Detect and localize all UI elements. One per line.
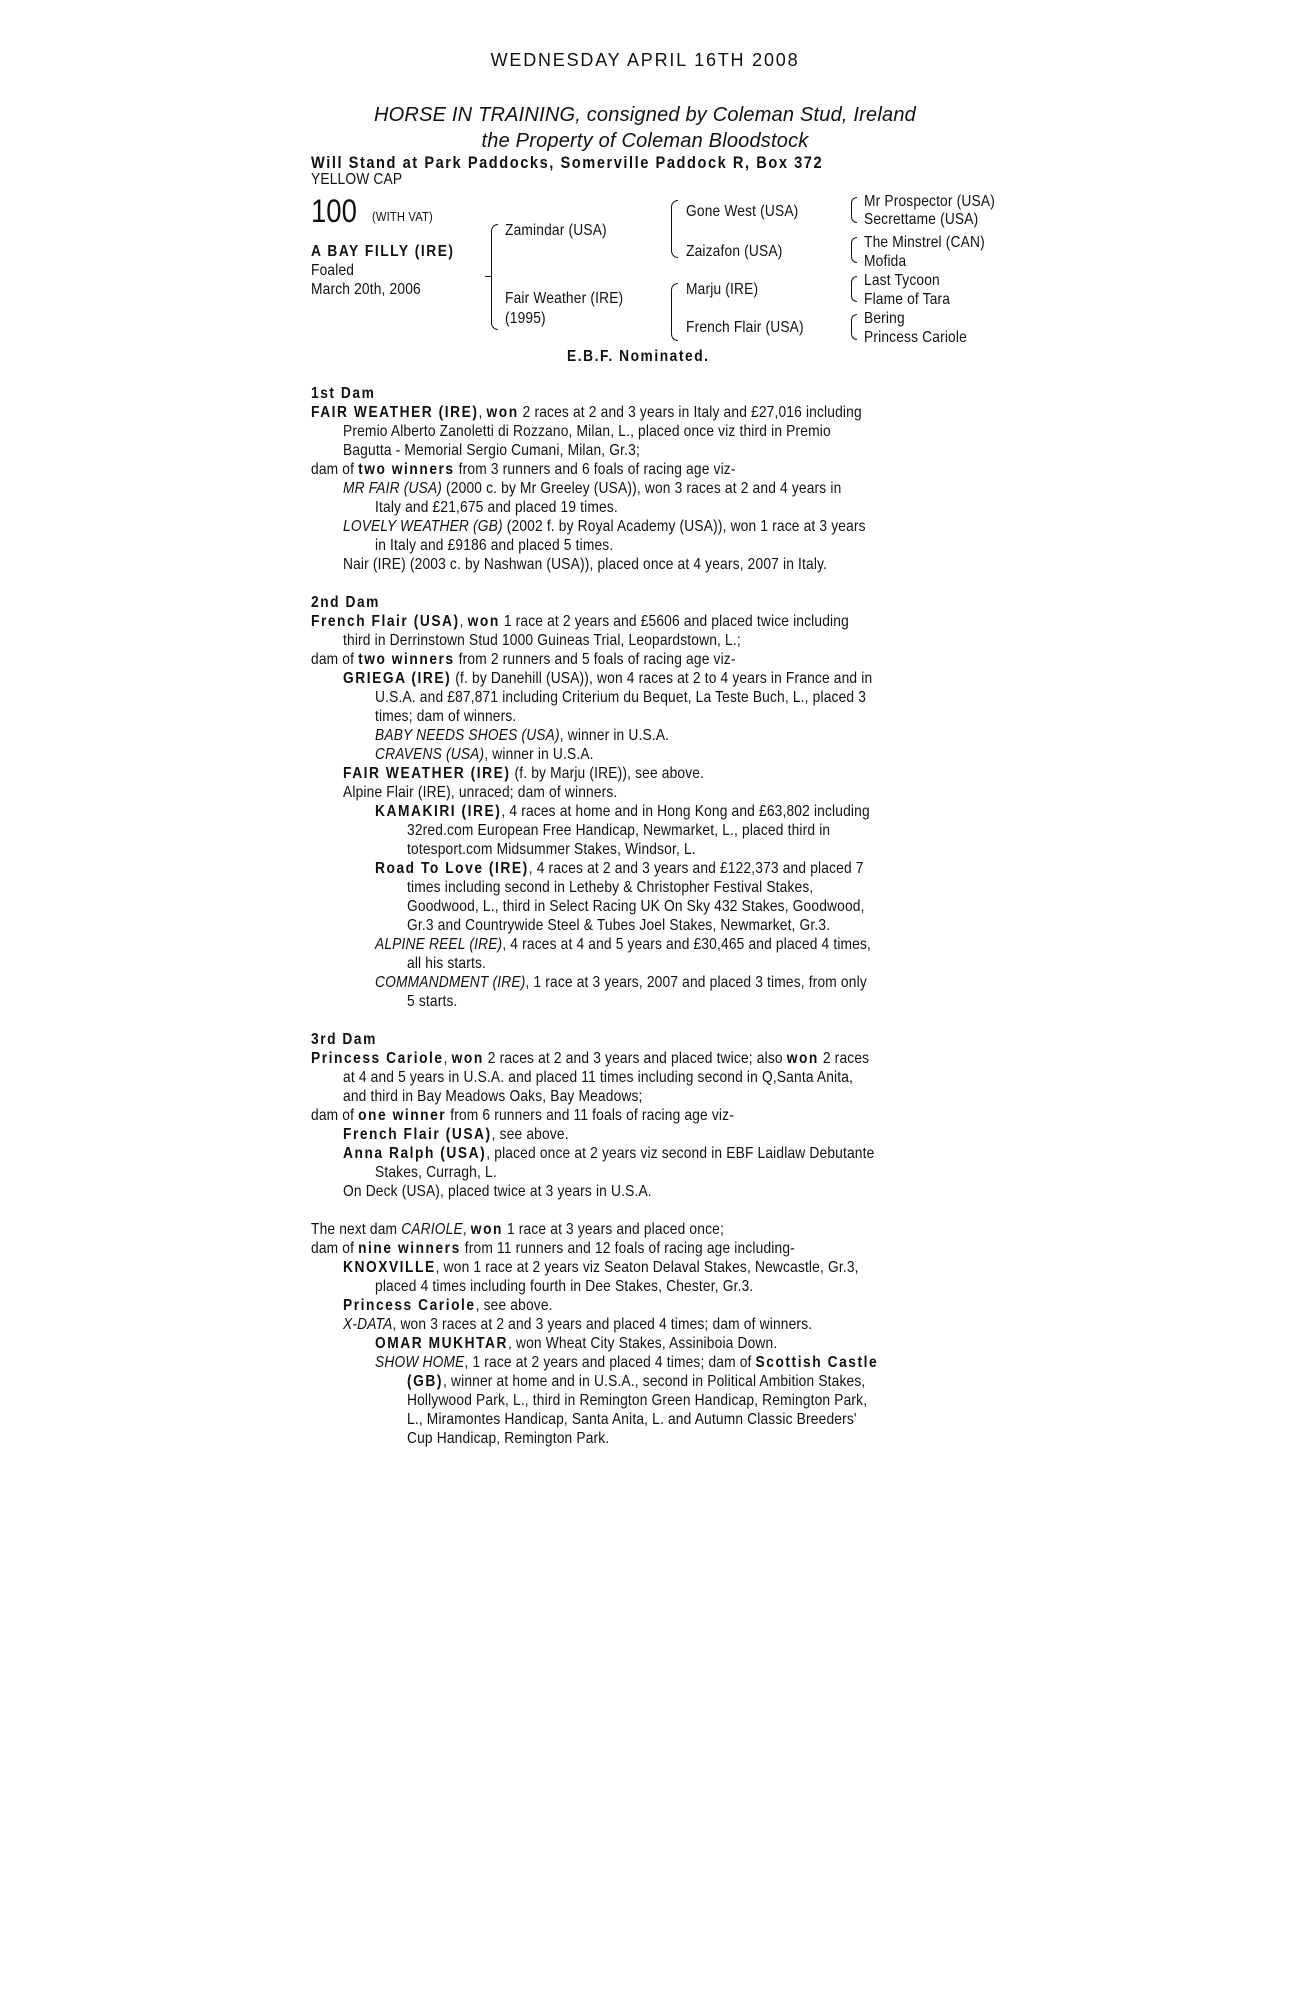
alpine-flair-produce-alpine-reel: ALPINE REEL (IRE), 4 races at 4 and 5 years and £30,465 and placed 4 times, (375, 936, 872, 953)
next-dam-produce-x-data: X-DATA, won 3 races at 2 and 3 years and placed 4 times; dam of winners. (343, 1316, 813, 1333)
kamakiri-line2: 32red.com European Free Handicap, Newmarket, L., placed third in (407, 822, 831, 839)
third-dam-produce-french-flair: French Flair (USA), see above. (343, 1126, 569, 1143)
third-dam-line1: Princess Cariole, won 2 races at 2 and 3 years and placed twice; also won 2 races (311, 1050, 870, 1067)
pedigree-brace-ss (851, 197, 857, 223)
next-dam-produce-knoxville: KNOXVILLE, won 1 race at 2 years viz Seaton Delaval Stakes, Newcastle, Gr.3, (343, 1259, 859, 1276)
road-to-love-line3: Goodwood, L., third in Select Racing UK On Sky 432 Stakes, Goodwood, (407, 898, 865, 915)
road-to-love-line2: times including second in Letheby & Christopher Festival Stakes, (407, 879, 814, 896)
pedigree-brace-ds (851, 276, 857, 302)
first-dam-produce-summary: dam of two winners from 3 runners and 6 foals of racing age viz- (311, 461, 736, 478)
third-dam-produce-summary: dam of one winner from 6 runners and 11 foals of racing age viz- (311, 1107, 734, 1124)
pedigree-dds: Bering (864, 310, 905, 327)
second-dam-produce-fair-weather: FAIR WEATHER (IRE) (f. by Marju (IRE)), see above. (343, 765, 705, 782)
pedigree-brace-sd (851, 237, 857, 263)
next-dam-line1: The next dam CARIOLE, won 1 race at 3 years and placed once; (311, 1221, 724, 1238)
pedigree-brace-main (491, 224, 498, 330)
pedigree-dam-year: (1995) (505, 310, 546, 327)
pedigree-brace-sire (671, 200, 678, 258)
pedigree-brace-dd (851, 314, 857, 340)
foaled-label: Foaled (311, 262, 355, 279)
pedigree-dam-sire: Marju (IRE) (686, 281, 759, 298)
third-dam-produce-anna-ralph: Anna Ralph (USA), placed once at 2 years viz second in EBF Laidlaw Debutante (343, 1145, 875, 1162)
pedigree-dsd: Flame of Tara (864, 291, 951, 308)
first-dam-line3: Bagutta - Memorial Sergio Cumani, Milan, Gr.3; (343, 442, 640, 459)
pedigree-sire: Zamindar (USA) (505, 222, 607, 239)
cap-colour: YELLOW CAP (311, 171, 403, 188)
third-dam-line2: at 4 and 5 years in U.S.A. and placed 11 times including second in Q,Santa Anita, (343, 1069, 854, 1086)
pedigree-sds: The Minstrel (CAN) (864, 234, 985, 251)
alpine-flair-produce-road-to-love: Road To Love (IRE), 4 races at 2 and 3 years and £122,373 and placed 7 (375, 860, 864, 877)
vat-note: (WITH VAT) (372, 209, 433, 224)
x-data-produce-omar-mukhtar: OMAR MUKHTAR, won Wheat City Stakes, Assiniboia Down. (375, 1335, 778, 1352)
foaled-date: March 20th, 2006 (311, 281, 421, 298)
second-dam-line2: third in Derrinstown Stud 1000 Guineas Trial, Leopardstown, L.; (343, 632, 741, 649)
show-home-line3: Hollywood Park, L., third in Remington Green Handicap, Remington Park, (407, 1392, 868, 1409)
commandment-line2: 5 starts. (407, 993, 458, 1010)
griega-produce-1: BABY NEEDS SHOES (USA), winner in U.S.A. (375, 727, 670, 744)
sale-date: WEDNESDAY APRIL 16TH 2008 (490, 50, 800, 70)
lot-description: A BAY FILLY (IRE) (311, 243, 455, 260)
next-dam-produce-summary: dam of nine winners from 11 runners and 12 foals of racing age including- (311, 1240, 795, 1257)
third-dam-line3: and third in Bay Meadows Oaks, Bay Meadows; (343, 1088, 643, 1105)
alpine-flair-produce-kamakiri: KAMAKIRI (IRE), 4 races at home and in Hong Kong and £63,802 including (375, 803, 870, 820)
second-dam-produce-summary: dam of two winners from 2 runners and 5 foals of racing age viz- (311, 651, 736, 668)
second-dam-line1: French Flair (USA), won 1 race at 2 years and £5606 and placed twice including (311, 613, 849, 630)
stand-location: Will Stand at Park Paddocks, Somerville Paddock R, Box 372 (311, 153, 824, 172)
pedigree-dss: Last Tycoon (864, 272, 940, 289)
first-dam-produce-1-cont: Italy and £21,675 and placed 19 times. (375, 499, 618, 516)
griega-produce-2: CRAVENS (USA), winner in U.S.A. (375, 746, 594, 763)
property-line: the Property of Coleman Bloodstock (481, 130, 809, 152)
pedigree-brace-main-tip (485, 276, 491, 277)
pedigree-dam: Fair Weather (IRE) (505, 290, 624, 307)
first-dam-produce-2: LOVELY WEATHER (GB) (2002 f. by Royal Academy (USA)), won 1 race at 3 years (343, 518, 866, 535)
pedigree-sss: Mr Prospector (USA) (864, 193, 995, 210)
x-data-produce-show-home: SHOW HOME, 1 race at 2 years and placed 4 times; dam of Scottish Castle (375, 1354, 879, 1371)
show-home-line5: Cup Handicap, Remington Park. (407, 1430, 610, 1447)
lot-number: 100 (311, 193, 357, 229)
alpine-reel-line2: all his starts. (407, 955, 487, 972)
first-dam-produce-2-cont: in Italy and £9186 and placed 5 times. (375, 537, 614, 554)
second-dam-produce-griega: GRIEGA (IRE) (f. by Danehill (USA)), won 4 races at 2 to 4 years in France and in (343, 670, 873, 687)
pedigree-ssd: Secrettame (USA) (864, 211, 979, 228)
ebf-nominated: E.B.F. Nominated. (567, 348, 710, 365)
first-dam-line2: Premio Alberto Zanoletti di Rozzano, Milan, L., placed once viz third in Premio (343, 423, 831, 440)
second-dam-produce-alpine-flair: Alpine Flair (IRE), unraced; dam of winners. (343, 784, 618, 801)
anna-ralph-line2: Stakes, Curragh, L. (375, 1164, 497, 1181)
pedigree-brace-dam (671, 283, 678, 341)
pedigree-ddd: Princess Cariole (864, 329, 967, 346)
first-dam-heading: 1st Dam (311, 385, 376, 402)
kamakiri-line3: totesport.com Midsummer Stakes, Windsor, L. (407, 841, 696, 858)
show-home-line2: (GB), winner at home and in U.S.A., second in Political Ambition Stakes, (407, 1373, 866, 1390)
first-dam-produce-1: MR FAIR (USA) (2000 c. by Mr Greeley (USA)), won 3 races at 2 and 4 years in (343, 480, 842, 497)
show-home-line4: L., Miramontes Handicap, Santa Anita, L. and Autumn Classic Breeders' (407, 1411, 857, 1428)
second-dam-heading: 2nd Dam (311, 594, 380, 611)
road-to-love-line4: Gr.3 and Countrywide Steel & Tubes Joel Stakes, Newmarket, Gr.3. (407, 917, 831, 934)
consignment-line: HORSE IN TRAINING, consigned by Coleman Stud, Ireland (374, 104, 916, 126)
griega-line3: times; dam of winners. (375, 708, 517, 725)
first-dam-produce-3: Nair (IRE) (2003 c. by Nashwan (USA)), placed once at 4 years, 2007 in Italy. (343, 556, 828, 573)
third-dam-produce-on-deck: On Deck (USA), placed twice at 3 years in U.S.A. (343, 1183, 652, 1200)
first-dam-line1: FAIR WEATHER (IRE), won 2 races at 2 and 3 years in Italy and £27,016 including (311, 404, 862, 421)
next-dam-produce-princess-cariole: Princess Cariole, see above. (343, 1297, 553, 1314)
griega-line2: U.S.A. and £87,871 including Criterium du Bequet, La Teste Buch, L., placed 3 (375, 689, 867, 706)
pedigree-sdd: Mofida (864, 253, 907, 270)
alpine-flair-produce-commandment: COMMANDMENT (IRE), 1 race at 3 years, 2007 and placed 3 times, from only (375, 974, 867, 991)
pedigree-sire-sire: Gone West (USA) (686, 203, 799, 220)
third-dam-heading: 3rd Dam (311, 1031, 377, 1048)
knoxville-line2: placed 4 times including fourth in Dee Stakes, Chester, Gr.3. (375, 1278, 754, 1295)
pedigree-dam-dam: French Flair (USA) (686, 319, 804, 336)
pedigree-sire-dam: Zaizafon (USA) (686, 243, 783, 260)
